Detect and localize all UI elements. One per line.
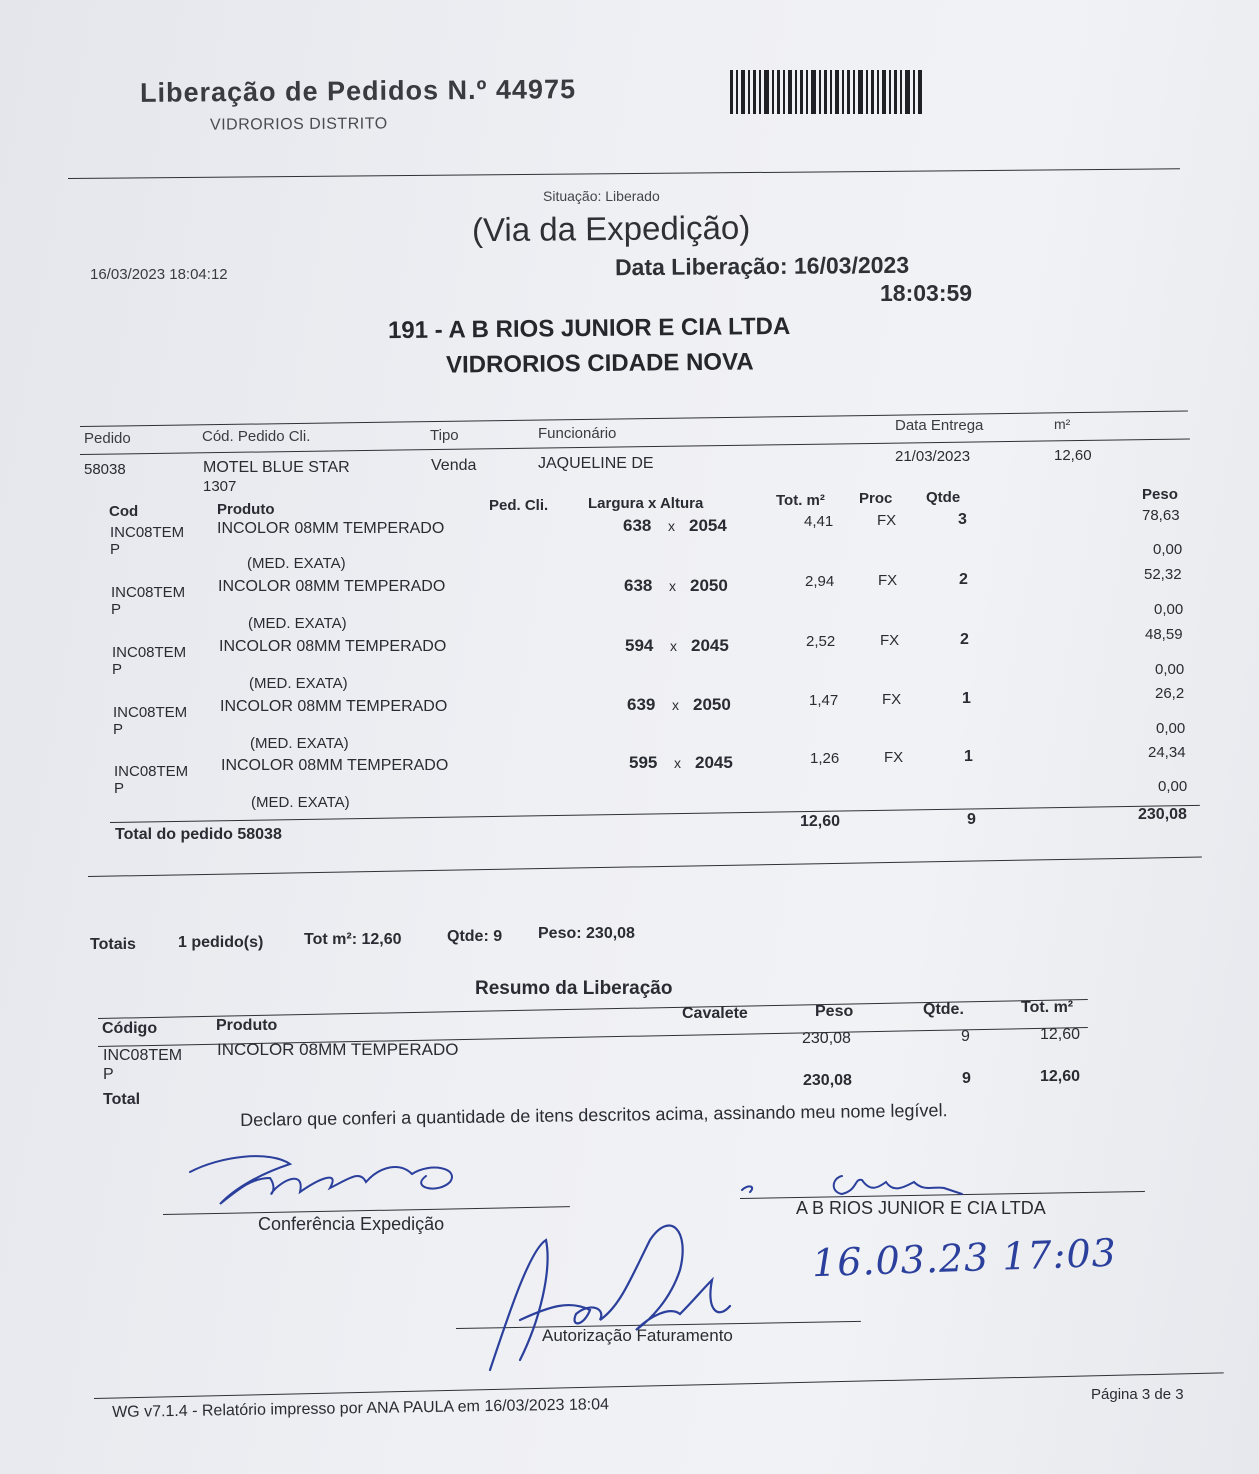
item-width: 595 — [629, 753, 658, 772]
order-total-label: Total do pedido 58038 — [115, 826, 282, 843]
summary-code: INC08TEM — [103, 1047, 183, 1064]
item-weight-2: 0,00 — [1158, 778, 1188, 795]
item-weight-2: 0,00 — [1153, 541, 1183, 558]
item-code-suffix: P — [112, 661, 123, 678]
order-type: Venda — [431, 457, 477, 474]
totals-m2: Tot m²: 12,60 — [304, 931, 402, 948]
item-width: 639 — [627, 695, 656, 714]
item-product: INCOLOR 08MM TEMPERADO — [219, 638, 447, 655]
col-m2: m² — [1054, 416, 1071, 432]
item-width: 594 — [625, 636, 654, 655]
item-height: 2045 — [691, 636, 729, 655]
item-weight: 52,32 — [1144, 566, 1182, 583]
items-col-largura-altura: Largura x Altura — [588, 495, 704, 512]
items-col-proc: Proc — [859, 490, 893, 507]
conferencia-signature — [180, 1148, 480, 1218]
order-client-code-2: 1307 — [203, 478, 237, 495]
summary-qtde: 9 — [961, 1028, 970, 1045]
summary-total-m2: 12,60 — [1040, 1068, 1081, 1085]
summary-total-weight: 230,08 — [803, 1072, 852, 1089]
release-time: 18:03:59 — [880, 280, 973, 306]
via-title: (Via da Expedição) — [471, 208, 751, 249]
company-name: VIDRORIOS DISTRITO — [209, 115, 388, 134]
item-code-suffix: P — [114, 780, 125, 797]
handwritten-date: 16.03.23 17:03 — [811, 1230, 1118, 1286]
item-tot-m2: 2,52 — [806, 633, 836, 650]
summary-col-codigo: Código — [102, 1020, 158, 1037]
item-code: INC08TEM — [111, 584, 186, 601]
item-qtde: 2 — [960, 631, 969, 648]
client-signature-label: A B RIOS JUNIOR E CIA LTDA — [796, 1198, 1046, 1218]
item-weight: 78,63 — [1142, 507, 1180, 524]
items-col-produto: Produto — [217, 501, 275, 518]
item-qtde: 1 — [962, 690, 971, 707]
item-proc: FX — [882, 691, 902, 708]
order-total-weight: 230,08 — [1138, 806, 1187, 823]
divider — [68, 168, 1180, 179]
item-tot-m2: 1,26 — [810, 750, 840, 767]
item-qtde: 3 — [958, 511, 967, 528]
item-tot-m2: 1,47 — [809, 692, 839, 709]
client-signature — [738, 1168, 968, 1204]
item-note: (MED. EXATA) — [249, 675, 348, 692]
autorizacao-label: Autorização Faturamento — [542, 1326, 733, 1345]
order-total-m2: 12,60 — [800, 813, 841, 830]
divider — [80, 411, 1188, 427]
conferencia-label: Conferência Expedição — [258, 1214, 445, 1234]
summary-col-cavalete: Cavalete — [682, 1005, 748, 1022]
item-code-suffix: P — [111, 601, 122, 618]
item-height: 2054 — [689, 516, 727, 535]
item-note: (MED. EXATA) — [250, 735, 349, 752]
item-tot-m2: 2,94 — [805, 573, 835, 590]
summary-m2: 12,60 — [1040, 1026, 1081, 1043]
item-code: INC08TEM — [113, 704, 188, 721]
items-col-qtde: Qtde — [926, 489, 961, 506]
summary-col-produto: Produto — [216, 1017, 278, 1034]
document-title: Liberação de Pedidos N.º 44975 — [139, 74, 577, 108]
item-product: INCOLOR 08MM TEMPERADO — [217, 520, 445, 537]
summary-col-qtde: Qtde. — [923, 1001, 964, 1018]
summary-total-label: Total — [103, 1091, 141, 1108]
item-height: 2050 — [690, 576, 728, 595]
item-x: x — [674, 755, 681, 771]
item-code: INC08TEM — [110, 524, 185, 541]
summary-title: Resumo da Liberação — [475, 978, 673, 999]
client-store: VIDRORIOS CIDADE NOVA — [445, 348, 754, 379]
col-data-entrega: Data Entrega — [895, 417, 984, 434]
order-number: 58038 — [84, 461, 126, 478]
col-cod-pedido-cli: Cód. Pedido Cli. — [202, 428, 311, 445]
page-number: Página 3 de 3 — [1091, 1386, 1184, 1403]
item-note: (MED. EXATA) — [251, 794, 350, 811]
item-code-suffix: P — [113, 721, 124, 738]
items-col-peso: Peso — [1142, 486, 1178, 503]
totals-label: Totais — [90, 936, 136, 953]
order-employee: JAQUELINE DE — [538, 455, 654, 472]
item-weight-2: 0,00 — [1154, 601, 1184, 618]
autorizacao-signature — [480, 1210, 750, 1380]
totals-qtde: Qtde: 9 — [447, 928, 503, 945]
release-date: Data Liberação: 16/03/2023 — [614, 251, 910, 281]
client-name: 191 - A B RIOS JUNIOR E CIA LTDA — [387, 312, 791, 345]
col-tipo: Tipo — [430, 427, 459, 444]
item-weight-2: 0,00 — [1156, 720, 1186, 737]
summary-product: INCOLOR 08MM TEMPERADO — [217, 1040, 459, 1059]
item-product: INCOLOR 08MM TEMPERADO — [218, 578, 446, 595]
item-note: (MED. EXATA) — [247, 555, 346, 572]
item-height: 2045 — [695, 753, 733, 772]
print-timestamp: 16/03/2023 18:04:12 — [90, 266, 228, 283]
item-x: x — [670, 638, 677, 654]
order-delivery-date: 21/03/2023 — [895, 448, 971, 465]
item-x: x — [669, 578, 676, 594]
totals-orders: 1 pedido(s) — [178, 934, 264, 951]
item-weight: 48,59 — [1145, 626, 1183, 643]
item-qtde: 1 — [964, 748, 973, 765]
summary-col-peso: Peso — [815, 1003, 854, 1020]
item-product: INCOLOR 08MM TEMPERADO — [220, 698, 448, 715]
col-funcionario: Funcionário — [538, 425, 617, 442]
summary-total-qtde: 9 — [962, 1070, 971, 1087]
order-m2: 12,60 — [1054, 447, 1092, 464]
status-label: Situação: Liberado — [543, 188, 660, 204]
item-proc: FX — [878, 572, 898, 589]
order-total-qtde: 9 — [967, 811, 976, 828]
item-product: INCOLOR 08MM TEMPERADO — [221, 757, 449, 774]
item-height: 2050 — [693, 695, 731, 714]
summary-code-suffix: P — [103, 1066, 114, 1083]
item-x: x — [668, 518, 675, 534]
items-col-tot-m2: Tot. m² — [776, 492, 825, 509]
order-client-code: MOTEL BLUE STAR — [203, 459, 350, 476]
barcode — [730, 66, 926, 118]
item-weight-2: 0,00 — [1155, 661, 1185, 678]
item-proc: FX — [884, 749, 904, 766]
items-col-cod: Cod — [109, 503, 139, 520]
item-proc: FX — [877, 512, 897, 529]
col-pedido: Pedido — [84, 430, 131, 447]
item-x: x — [672, 697, 679, 713]
item-note: (MED. EXATA) — [248, 615, 347, 632]
item-weight: 26,2 — [1155, 685, 1185, 702]
item-width: 638 — [623, 516, 652, 535]
item-width: 638 — [624, 576, 653, 595]
divider — [88, 857, 1202, 877]
item-code: INC08TEM — [112, 644, 187, 661]
printed-by: WG v7.1.4 - Relatório impresso por ANA PAULA em 16/03/2023 18:04 — [112, 1396, 610, 1421]
item-weight: 24,34 — [1148, 744, 1186, 761]
item-code: INC08TEM — [114, 763, 189, 780]
items-col-ped-cli: Ped. Cli. — [489, 497, 549, 514]
totals-weight: Peso: 230,08 — [538, 925, 635, 942]
declaration-text: Declaro que conferi a quantidade de itens descritos acima, assinando meu nome legível. — [240, 1100, 948, 1130]
item-code-suffix: P — [110, 541, 121, 558]
item-qtde: 2 — [959, 571, 968, 588]
summary-weight: 230,08 — [802, 1030, 851, 1047]
item-proc: FX — [880, 632, 900, 649]
item-tot-m2: 4,41 — [804, 513, 834, 530]
summary-col-tot-m2: Tot. m² — [1021, 999, 1074, 1016]
